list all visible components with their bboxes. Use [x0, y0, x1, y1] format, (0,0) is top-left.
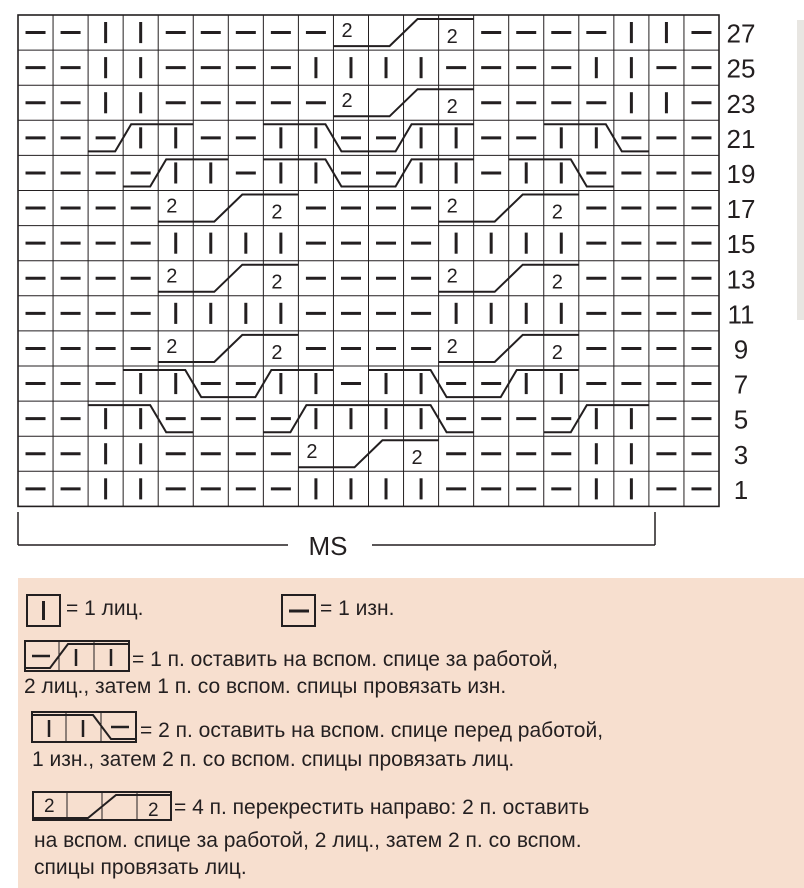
- row-numbers: [727, 19, 756, 505]
- cable-four-symbol: [32, 791, 172, 821]
- row-number: 13: [726, 264, 756, 295]
- cable-number-right: 2: [551, 341, 563, 364]
- row-number: 3: [733, 439, 749, 470]
- row-number: 21: [726, 123, 756, 154]
- row-number: 7: [733, 369, 749, 400]
- cable-number-left: 2: [446, 335, 458, 358]
- row-number: 1: [733, 474, 749, 505]
- cross-front-line1: = 2 п. оставить на вспом. спице перед работой,: [140, 719, 604, 742]
- cable-number-left: 2: [341, 90, 353, 113]
- cable-number-right: 2: [271, 271, 283, 294]
- cross-front-symbol: [31, 711, 137, 743]
- knit-description: = 1 лиц.: [66, 597, 144, 620]
- row-number: 5: [733, 404, 749, 435]
- row-number: 25: [726, 53, 756, 84]
- cable-number-right: 2: [271, 201, 283, 224]
- cross-back-symbol: [24, 640, 130, 672]
- repeat-label: MS: [308, 531, 348, 561]
- row-number: 11: [727, 299, 755, 330]
- cable-four-line3: спицы провязать лиц.: [34, 856, 247, 879]
- row-number: 27: [726, 18, 756, 49]
- cable-four-line2: на вспом. спице за работой, 2 лиц., затем 2 п. со вспом.: [34, 829, 582, 852]
- cable-number-left: 2: [166, 195, 178, 218]
- chart-grid: [18, 15, 719, 506]
- cable-four-number-left: 2: [44, 796, 55, 817]
- cross-back-line1: = 1 п. оставить на вспом. спице за работой,: [132, 648, 559, 671]
- row-number: 9: [733, 334, 749, 365]
- purl-symbol: [281, 594, 317, 628]
- cable-number-right: 2: [551, 201, 563, 224]
- cable-number-left: 2: [446, 265, 458, 288]
- cable-number-right: 2: [411, 447, 423, 470]
- knit-symbol: [26, 594, 62, 628]
- cable-number-right: 2: [271, 341, 283, 364]
- row-number: 17: [726, 194, 756, 225]
- row-number: 15: [726, 229, 756, 260]
- cable-four-line1: = 4 п. перекрестить направо: 2 п. оставить: [174, 796, 590, 819]
- cross-back-line2: 2 лиц., затем 1 п. со вспом. спицы провязать изн.: [24, 675, 507, 698]
- cable-number-left: 2: [341, 20, 353, 42]
- cross-front-line2: 1 изн., затем 2 п. со вспом. спицы провязать лиц.: [32, 748, 515, 771]
- page-edge: [797, 20, 804, 320]
- cable-number-left: 2: [166, 335, 178, 358]
- row-number: 23: [726, 88, 756, 119]
- repeat-bracket: [18, 512, 655, 561]
- row-number: 19: [726, 158, 756, 189]
- cable-number-right: 2: [446, 96, 458, 119]
- cable-four-number-right: 2: [148, 800, 159, 821]
- cable-number-right: 2: [446, 26, 458, 48]
- cable-number-left: 2: [306, 441, 318, 464]
- cable-number-left: 2: [446, 195, 458, 218]
- cable-number-right: 2: [551, 271, 563, 294]
- purl-description: = 1 изн.: [320, 597, 395, 620]
- legend: [18, 578, 804, 888]
- cable-number-left: 2: [166, 265, 178, 288]
